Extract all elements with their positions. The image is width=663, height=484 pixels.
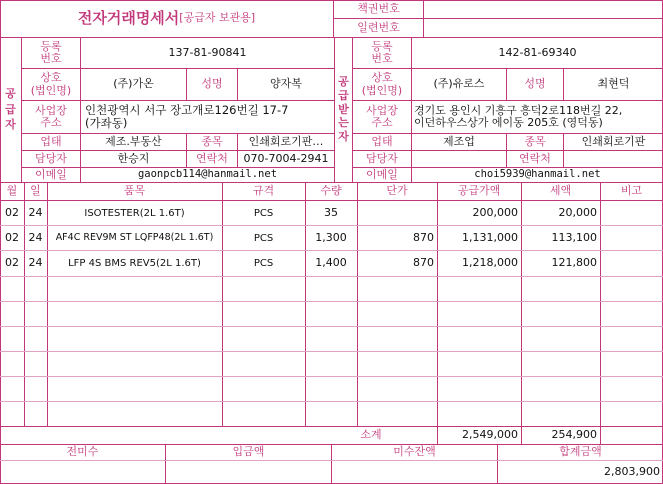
row-line: [0, 351, 663, 352]
prev-balance-value: [0, 461, 165, 484]
prev-balance-label: 전미수: [66, 445, 99, 459]
col-header-tax: 세액: [549, 184, 572, 198]
receiver-name-label: 상호 (법인명): [361, 71, 403, 97]
supplier-phone-label: 연락처: [196, 151, 228, 165]
row1-unit-price: [357, 201, 437, 225]
col-header-item: 품목: [123, 184, 146, 198]
row-line: [0, 301, 663, 302]
row1-supply-amount: 200,000: [472, 205, 518, 219]
receiver-email-label: 이메일: [366, 168, 398, 181]
supplier-name: (주)가온: [113, 77, 154, 91]
row1-month: 02: [5, 205, 19, 219]
row3-day: 24: [28, 256, 43, 270]
row2-spec: PCS: [253, 232, 274, 244]
supplier-business-item: 인쇄회로기판…: [248, 134, 324, 148]
supplier-address: 인천광역시 서구 장고개로126번길 17-7 (가좌동): [85, 103, 289, 130]
row1-tax: 20,000: [558, 205, 597, 219]
row3-item: LFP 4S BMS REV5(2L 1.6T): [68, 258, 201, 269]
total-value: 2,803,900: [604, 465, 660, 479]
receiver-business-type-label: 업태: [371, 134, 393, 148]
row3-spec: PCS: [253, 258, 274, 269]
supplier-side-label: 공 급 자: [5, 86, 16, 132]
row2-month: 02: [5, 230, 19, 244]
row-line: [0, 276, 663, 277]
copy-label: [공급자 보관용]: [179, 11, 256, 25]
row-line: [0, 376, 663, 377]
row3-month: 02: [5, 256, 19, 270]
receiver-address: 경기도 용인시 기흥구 흥덕2로118번길 22, 이던하우스상가 에이동 205호 (영덕동): [414, 103, 623, 129]
receiver-contact: [412, 151, 506, 167]
supplier-email-label: 이메일: [35, 168, 67, 181]
row-line: [0, 401, 663, 402]
receiver-contact-label: 담당자: [366, 151, 398, 165]
row1-day: 24: [28, 205, 43, 219]
supplier-address-label: 사업장 주소: [35, 103, 67, 129]
receiver-phone: [564, 151, 663, 167]
col-header-month: 월: [6, 184, 18, 198]
receiver-business-item: 인쇄회로기판: [581, 134, 646, 148]
supplier-rep: 양자복: [270, 77, 302, 91]
subtotal-label: 소계: [360, 428, 382, 442]
row2-note: [600, 226, 663, 250]
receiver-name: (주)유로스: [433, 77, 485, 91]
receiver-rep: 최현덕: [597, 77, 630, 91]
receiver-reg-number: 142-81-69340: [498, 45, 577, 59]
col-header-supply-amount: 공급가액: [457, 184, 501, 198]
receiver-reg-label: 등록 번호: [371, 39, 393, 65]
supplier-business-type-label: 업태: [40, 134, 62, 148]
supplier-phone: 070-7004-2941: [243, 151, 329, 165]
balance-label: 미수잔액: [393, 445, 436, 459]
receiver-business-item-label: 종목: [524, 134, 546, 148]
row3-qty: 1,400: [315, 256, 347, 270]
total-label: 합계금액: [559, 445, 602, 459]
receiver-address-label: 사업장 주소: [366, 103, 398, 129]
col-header-unit-price: 단가: [386, 184, 408, 198]
row3-unit-price: 870: [413, 256, 434, 270]
col-header-qty: 수량: [320, 184, 342, 198]
row3-note: [600, 251, 663, 276]
supplier-name-label: 상호 (법인명): [30, 71, 72, 97]
receiver-business-type: 제조업: [443, 134, 475, 148]
receiver-email: choi5939@hanmail.net: [474, 168, 601, 181]
row1-note: [600, 201, 663, 225]
row3-supply-amount: 1,218,000: [462, 256, 518, 270]
payment-label: 입금액: [232, 445, 265, 459]
supplier-reg-number: 137-81-90841: [168, 45, 247, 59]
supplier-email: gaonpcb114@hanmail.net: [137, 168, 278, 181]
balance-value: [332, 461, 497, 484]
supplier-rep-label: 성명: [201, 77, 223, 91]
receiver-side-label: 공 급 받 는 자: [338, 75, 349, 144]
row1-qty: 35: [324, 205, 338, 219]
row2-day: 24: [28, 230, 43, 244]
col-header-spec: 규격: [252, 184, 275, 198]
book-number-label: 책권번호: [357, 1, 400, 15]
row-line: [0, 326, 663, 327]
supplier-contact: 한승지: [117, 151, 150, 165]
col-header-note: 비고: [620, 184, 643, 198]
supplier-contact-label: 담당자: [35, 151, 67, 165]
row1-spec: PCS: [253, 207, 274, 219]
row3-tax: 121,800: [551, 256, 597, 270]
payment-value: [166, 461, 331, 484]
subtotal-tax: 254,900: [551, 428, 597, 442]
document-title: [0, 0, 333, 37]
row2-supply-amount: 1,131,000: [462, 230, 518, 244]
supplier-business-item-label: 종목: [201, 134, 223, 148]
serial-number-label: 일련번호: [357, 20, 400, 34]
supplier-business-type: 제조.부동산: [105, 134, 162, 148]
row1-item: ISOTESTER(2L 1.6T): [84, 207, 185, 219]
row2-unit-price: 870: [413, 230, 434, 244]
supplier-reg-label: 등록 번호: [40, 39, 62, 65]
receiver-phone-label: 연락처: [519, 151, 551, 165]
row2-tax: 113,100: [551, 230, 597, 244]
row2-item: AF4C REV9M ST LQFP48(2L 1.6T): [55, 231, 214, 243]
row2-qty: 1,300: [315, 230, 347, 244]
subtotal-amount: 2,549,000: [462, 428, 518, 442]
col-header-day: 일: [30, 184, 41, 198]
title-text: 전자거래명세서: [77, 9, 180, 28]
receiver-rep-label: 성명: [524, 77, 546, 91]
